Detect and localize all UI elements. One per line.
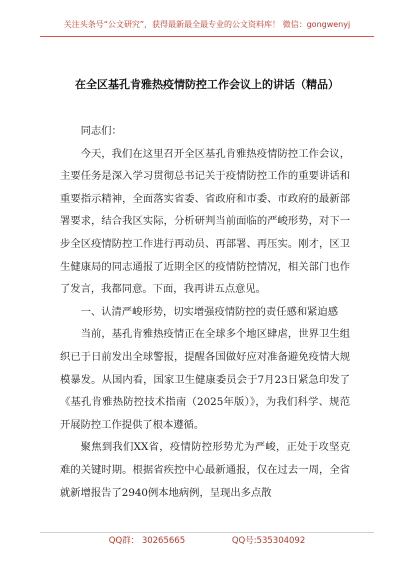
- footer-qq-group: QQ群： 30265665: [108, 536, 186, 546]
- greeting: 同志们：: [80, 125, 122, 137]
- footer: [40, 532, 374, 548]
- header-banner: 关注头条号“公文研究”，获得最新最全最专业的公文资料库！ 微信：gongwenyj: [63, 20, 351, 29]
- section-heading-1: 一、认清严峻形势，切实增强疫情防控的责任感和紧迫感: [80, 305, 339, 318]
- header-divider: [40, 36, 374, 37]
- footer-qq-number: QQ号:535304092: [231, 536, 306, 546]
- document-body: [60, 120, 350, 504]
- paragraph-situation: 当前，基孔肯雅热疫情正在全球多个地区肆虐，世界卫生组织已于日前发出全球警报，提醒各国做好应对准备避免疫情大规模暴发。从国内看，国家卫生健康委员会于7月23日紧急印发了《基孔肯雅热防控技术指南（2025年版）》，为我们科学、规范开展防控工作提供了根本遵循。: [60, 328, 350, 431]
- paragraph-province: 聚焦到我们XX省，疫情防控形势尤为严峻，正处于攻坚克难的关键时期。根据省疾控中心最新通报，仅在过去一周，全省就新增报告了2940例本地病例，呈现出多点散: [60, 441, 350, 499]
- paragraph-intro: 今天，我们在这里召开全区基孔肯雅热疫情防控工作会议，主要任务是深入学习贯彻总书记关于疫情防控工作的重要讲话和重要指示精神，全面落实省委、省政府和市委、市政府的最新部署要求，结合我区实际，分析研判当前面临的严峻形势，对下一步全区疫情防控工作进行再动员、再部署、再压实。刚才，区卫生健康局的同志通报了近期全区的疫情防控情况，相关部门也作了发言，我都同意。下面，我再讲五点意见。: [60, 147, 350, 296]
- document-title: 在全区基孔肯雅热疫情防控工作会议上的讲话（精品）: [75, 78, 339, 91]
